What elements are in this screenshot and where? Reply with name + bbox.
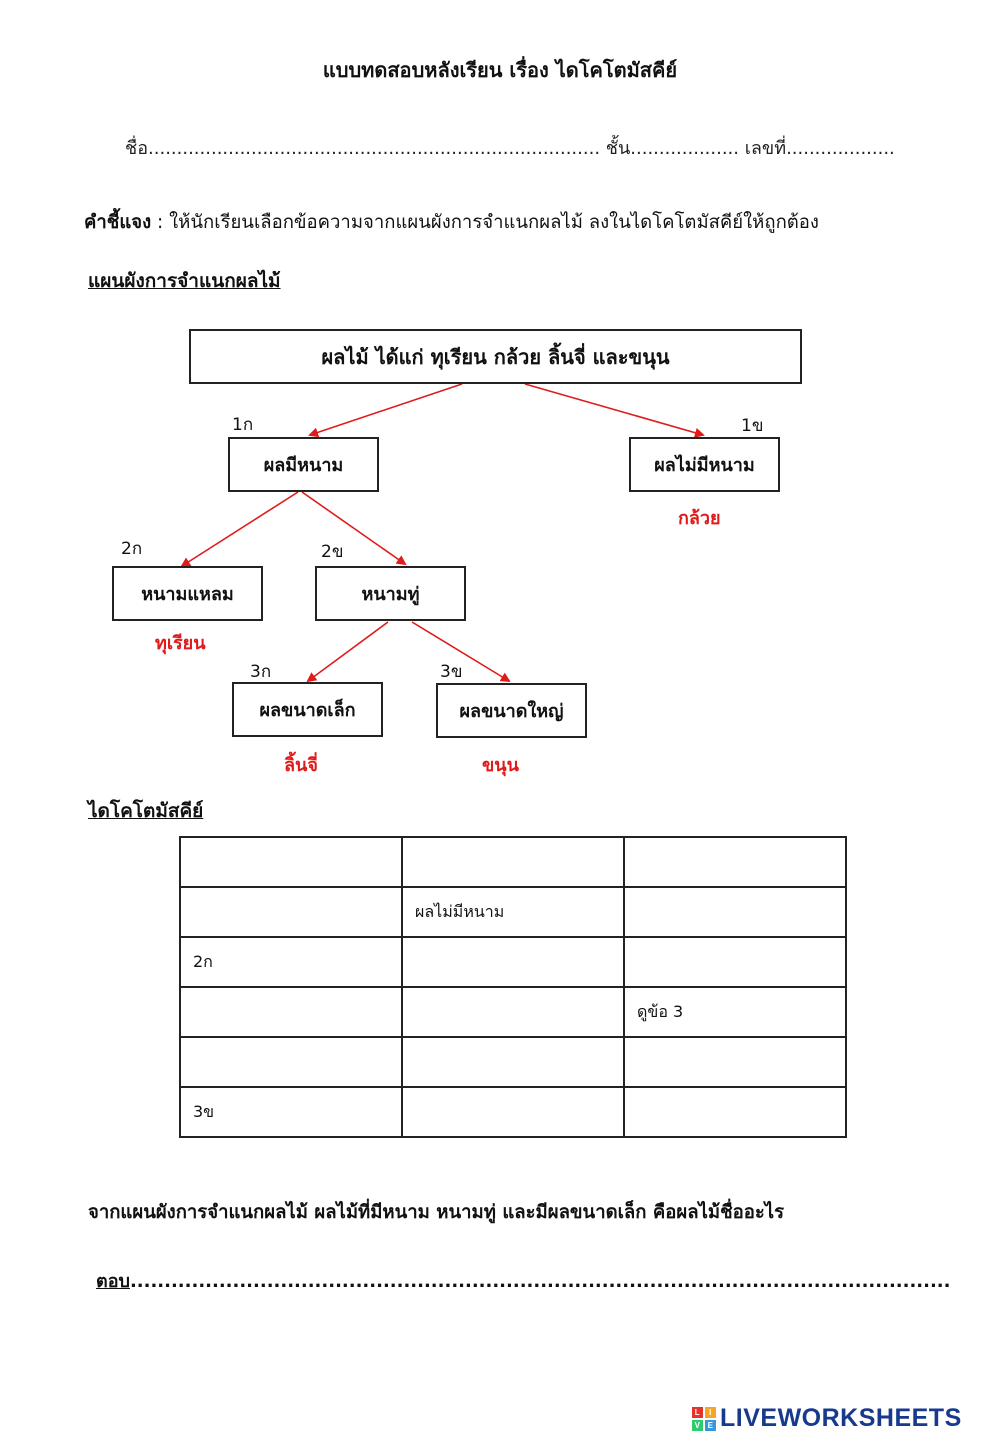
key-row [180,887,846,937]
arrow-2b-3a [308,622,388,681]
node-2a: หนามแหลม [112,566,263,621]
tree-root: ผลไม้ ได้แก่ ทุเรียน กล้วย ลิ้นจี่ และขนุน [189,329,802,384]
key-row [180,837,846,887]
question-text: จากแผนผังการจำแนกผลไม้ ผลไม้ที่มีหนาม หนามทู่ และมีผลขนาดเล็ก คือผลไม้ชื่ออะไร [88,1202,785,1223]
key-cell[interactable] [624,937,846,987]
instruction-text: : ให้นักเรียนเลือกข้อความจากแผนผังการจำแนกผลไม้ ลงในไดโคโตมัสคีย์ให้ถูกต้อง [151,212,819,233]
key-cell[interactable] [402,987,624,1037]
key-cell[interactable] [624,1087,846,1137]
answer-2a: ทุเรียน [155,633,206,654]
node-1b: ผลไม่มีหนาม [629,437,780,492]
tag-2b: 2ข [321,542,344,562]
key-cell[interactable] [402,1037,624,1087]
key-cell[interactable] [180,1037,402,1087]
liveworksheets-logo [692,1404,962,1433]
answer-3b: ขนุน [482,755,519,776]
key-cell[interactable]: 3ข [180,1087,402,1137]
key-heading: ไดโคโตมัสคีย์ [88,800,204,822]
key-cell[interactable] [402,837,624,887]
tag-3b: 3ข [440,662,463,682]
arrow-root-1b [525,384,703,435]
answer-1b: กล้วย [678,508,721,529]
logo-letter-e: E [705,1420,716,1431]
key-cell[interactable]: ดูข้อ 3 [624,987,846,1037]
key-row [180,937,846,987]
node-3b: ผลขนาดใหญ่ [436,683,587,738]
key-row [180,987,846,1037]
node-3a: ผลขนาดเล็ก [232,682,383,737]
key-row [180,1037,846,1087]
answer-line [96,1266,950,1295]
answer-label: ตอบ [96,1271,130,1292]
key-cell[interactable] [402,1087,624,1137]
answer-3a: ลิ้นจี่ [284,755,318,776]
arrow-root-1a [310,384,462,435]
key-cell[interactable] [624,1037,846,1087]
key-cell[interactable] [180,887,402,937]
arrow-1a-2a [182,492,298,566]
logo-text: LIVEWORKSHEETS [720,1404,962,1432]
key-cell[interactable] [624,837,846,887]
node-2b: หนามทู่ [315,566,466,621]
node-1a: ผลมีหนาม [228,437,379,492]
key-cell[interactable] [402,937,624,987]
key-cell[interactable]: ผลไม่มีหนาม [402,887,624,937]
logo-letter-i: I [705,1407,716,1418]
tag-1b: 1ข [741,416,764,436]
key-cell[interactable] [180,987,402,1037]
logo-letter-v: V [692,1420,703,1431]
student-info-line: ชื่อ............................................................................... ชั้น................... เลขที่................... [125,138,895,159]
key-row [180,1087,846,1137]
key-cell[interactable] [624,887,846,937]
answer-input-line[interactable]: ........................................................................................................................ [129,1271,951,1292]
logo-icon [692,1407,716,1431]
tag-2a: 2ก [121,539,143,559]
key-cell[interactable]: 2ก [180,937,402,987]
key-cell[interactable] [180,837,402,887]
chart-heading: แผนผังการจำแนกผลไม้ [88,270,281,292]
dichotomous-key-table [179,836,847,1138]
instruction-label: คำชี้แจง [84,212,152,233]
logo-letter-l: L [692,1407,703,1418]
tag-3a: 3ก [250,662,272,682]
page-title: แบบทดสอบหลังเรียน เรื่อง ไดโคโตมัสคีย์ [322,58,678,82]
arrow-1a-2b [302,492,405,564]
tag-1a: 1ก [232,415,254,435]
